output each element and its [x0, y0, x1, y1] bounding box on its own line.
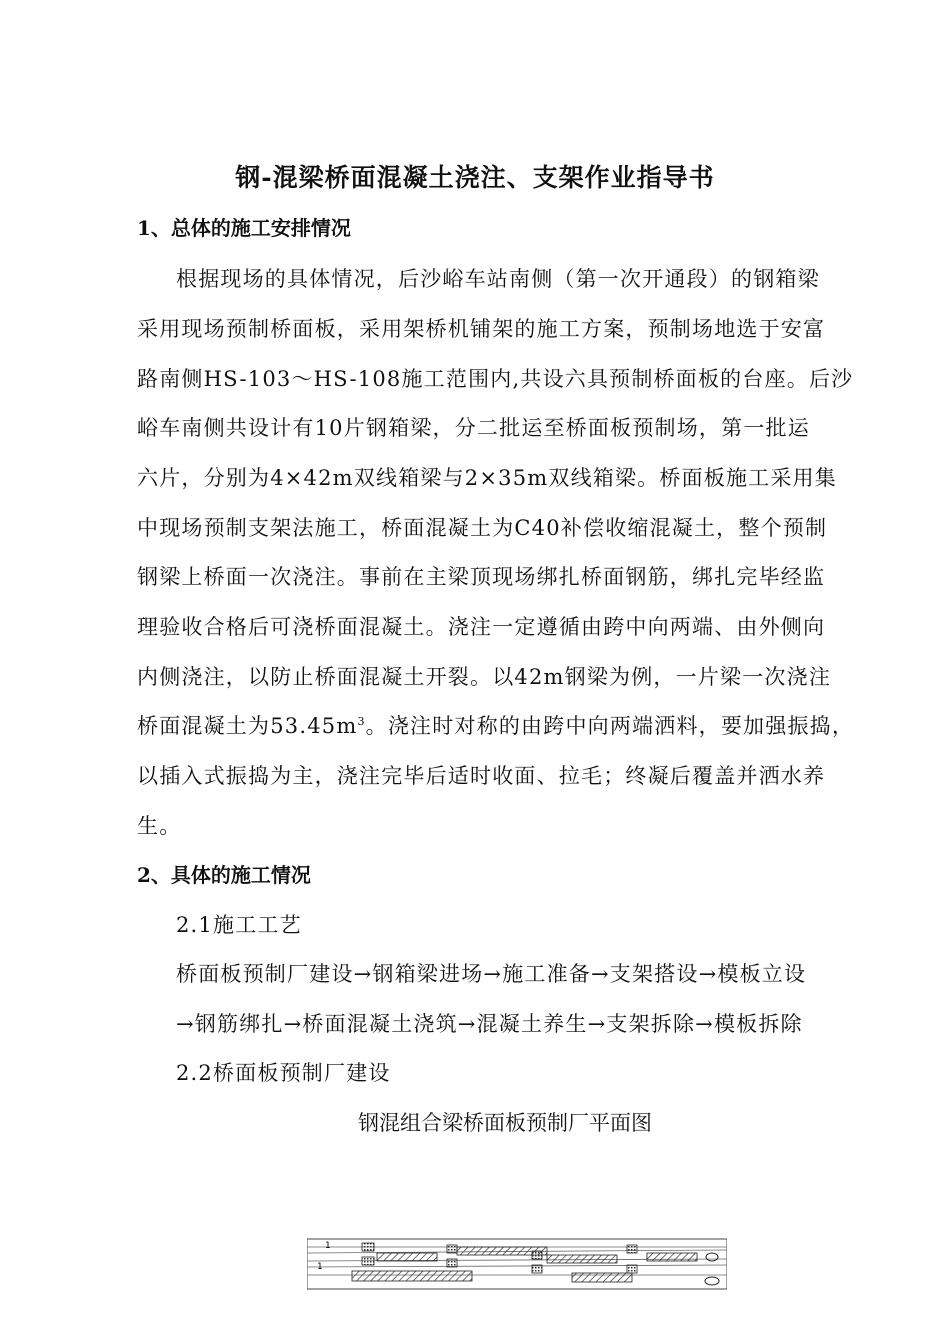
subsection-2-2: 2.2桥面板预制厂建设 [176, 1061, 391, 1085]
site-block [627, 1245, 637, 1253]
figure-label: 1 [317, 1262, 323, 1272]
section-2-heading: 2、具体的施工情况 [137, 863, 311, 887]
volume-text: 桥面混凝土为53.45m [137, 714, 358, 738]
site-block [447, 1259, 457, 1267]
paragraph-line: 路南侧HS-103～HS-108施工范围内,共设六具预制桥面板的台座。后沙 [137, 367, 854, 391]
beam-block [572, 1273, 632, 1282]
beam-block [352, 1271, 472, 1281]
beam-block [647, 1253, 697, 1261]
paragraph-line: 理验收合格后可浇桥面混凝土。浇注一定遵循由跨中向两端、由外侧向 [137, 615, 826, 639]
paragraph-line: 根据现场的具体情况，后沙峪车站南侧（第一次开通段）的钢箱梁 [176, 267, 820, 291]
site-marker [706, 1253, 718, 1261]
paragraph-line: 以插入式振捣为主，浇注完毕后适时收面、拉毛；终凝后覆盖并洒水养 [137, 764, 826, 788]
site-block [627, 1265, 637, 1273]
beam-block [547, 1255, 617, 1263]
figure-label: 1 [325, 1241, 331, 1251]
paragraph-line: 采用现场预制桥面板，采用架桥机铺架的施工方案，预制场地选于安富 [137, 317, 826, 341]
paragraph-line: 中现场预制支架法施工，桥面混凝土为C40补偿收缩混凝土，整个预制 [137, 516, 828, 540]
document-title: 钢-混梁桥面混凝土浇注、支架作业指导书 [235, 163, 715, 192]
site-block [447, 1245, 457, 1253]
paragraph-text: 。浇注时对称的由跨中向两端洒料，要加强振捣， [365, 714, 855, 738]
paragraph-line: 生。 [137, 814, 182, 838]
site-block [362, 1243, 374, 1251]
paragraph-line: 钢梁上桥面一次浇注。事前在主梁顶现场绑扎桥面钢筋，绑扎完毕经监 [137, 565, 826, 589]
beam-block [457, 1247, 547, 1255]
site-block [532, 1265, 542, 1273]
paragraph-line: 六片，分别为4×42m双线箱梁与2×35m双线箱梁。桥面板施工采用集 [137, 466, 837, 490]
site-marker [705, 1277, 719, 1285]
figure-caption: 钢混组合梁桥面板预制厂平面图 [358, 1111, 652, 1135]
paragraph-line: 峪车南侧共设计有10片钢箱梁，分二批运至桥面板预制场，第一批运 [137, 416, 810, 440]
beam-block [377, 1253, 437, 1261]
superscript: 3 [357, 715, 366, 728]
paragraph-line [137, 710, 854, 740]
site-block [362, 1257, 374, 1265]
section-1-heading: 1、总体的施工安排情况 [137, 216, 351, 240]
process-line: →钢筋绑扎→桥面混凝土浇筑→混凝土养生→支架拆除→模板拆除 [176, 1012, 803, 1036]
subsection-2-1: 2.1施工工艺 [176, 913, 302, 937]
process-line: 桥面板预制厂建设→钢箱梁进场→施工准备→支架搭设→模板立设 [176, 962, 807, 986]
paragraph-line: 内侧浇注，以防止桥面混凝土开裂。以42m钢梁为例，一片梁一次浇注 [137, 665, 832, 689]
site-plan-figure [307, 1231, 727, 1291]
